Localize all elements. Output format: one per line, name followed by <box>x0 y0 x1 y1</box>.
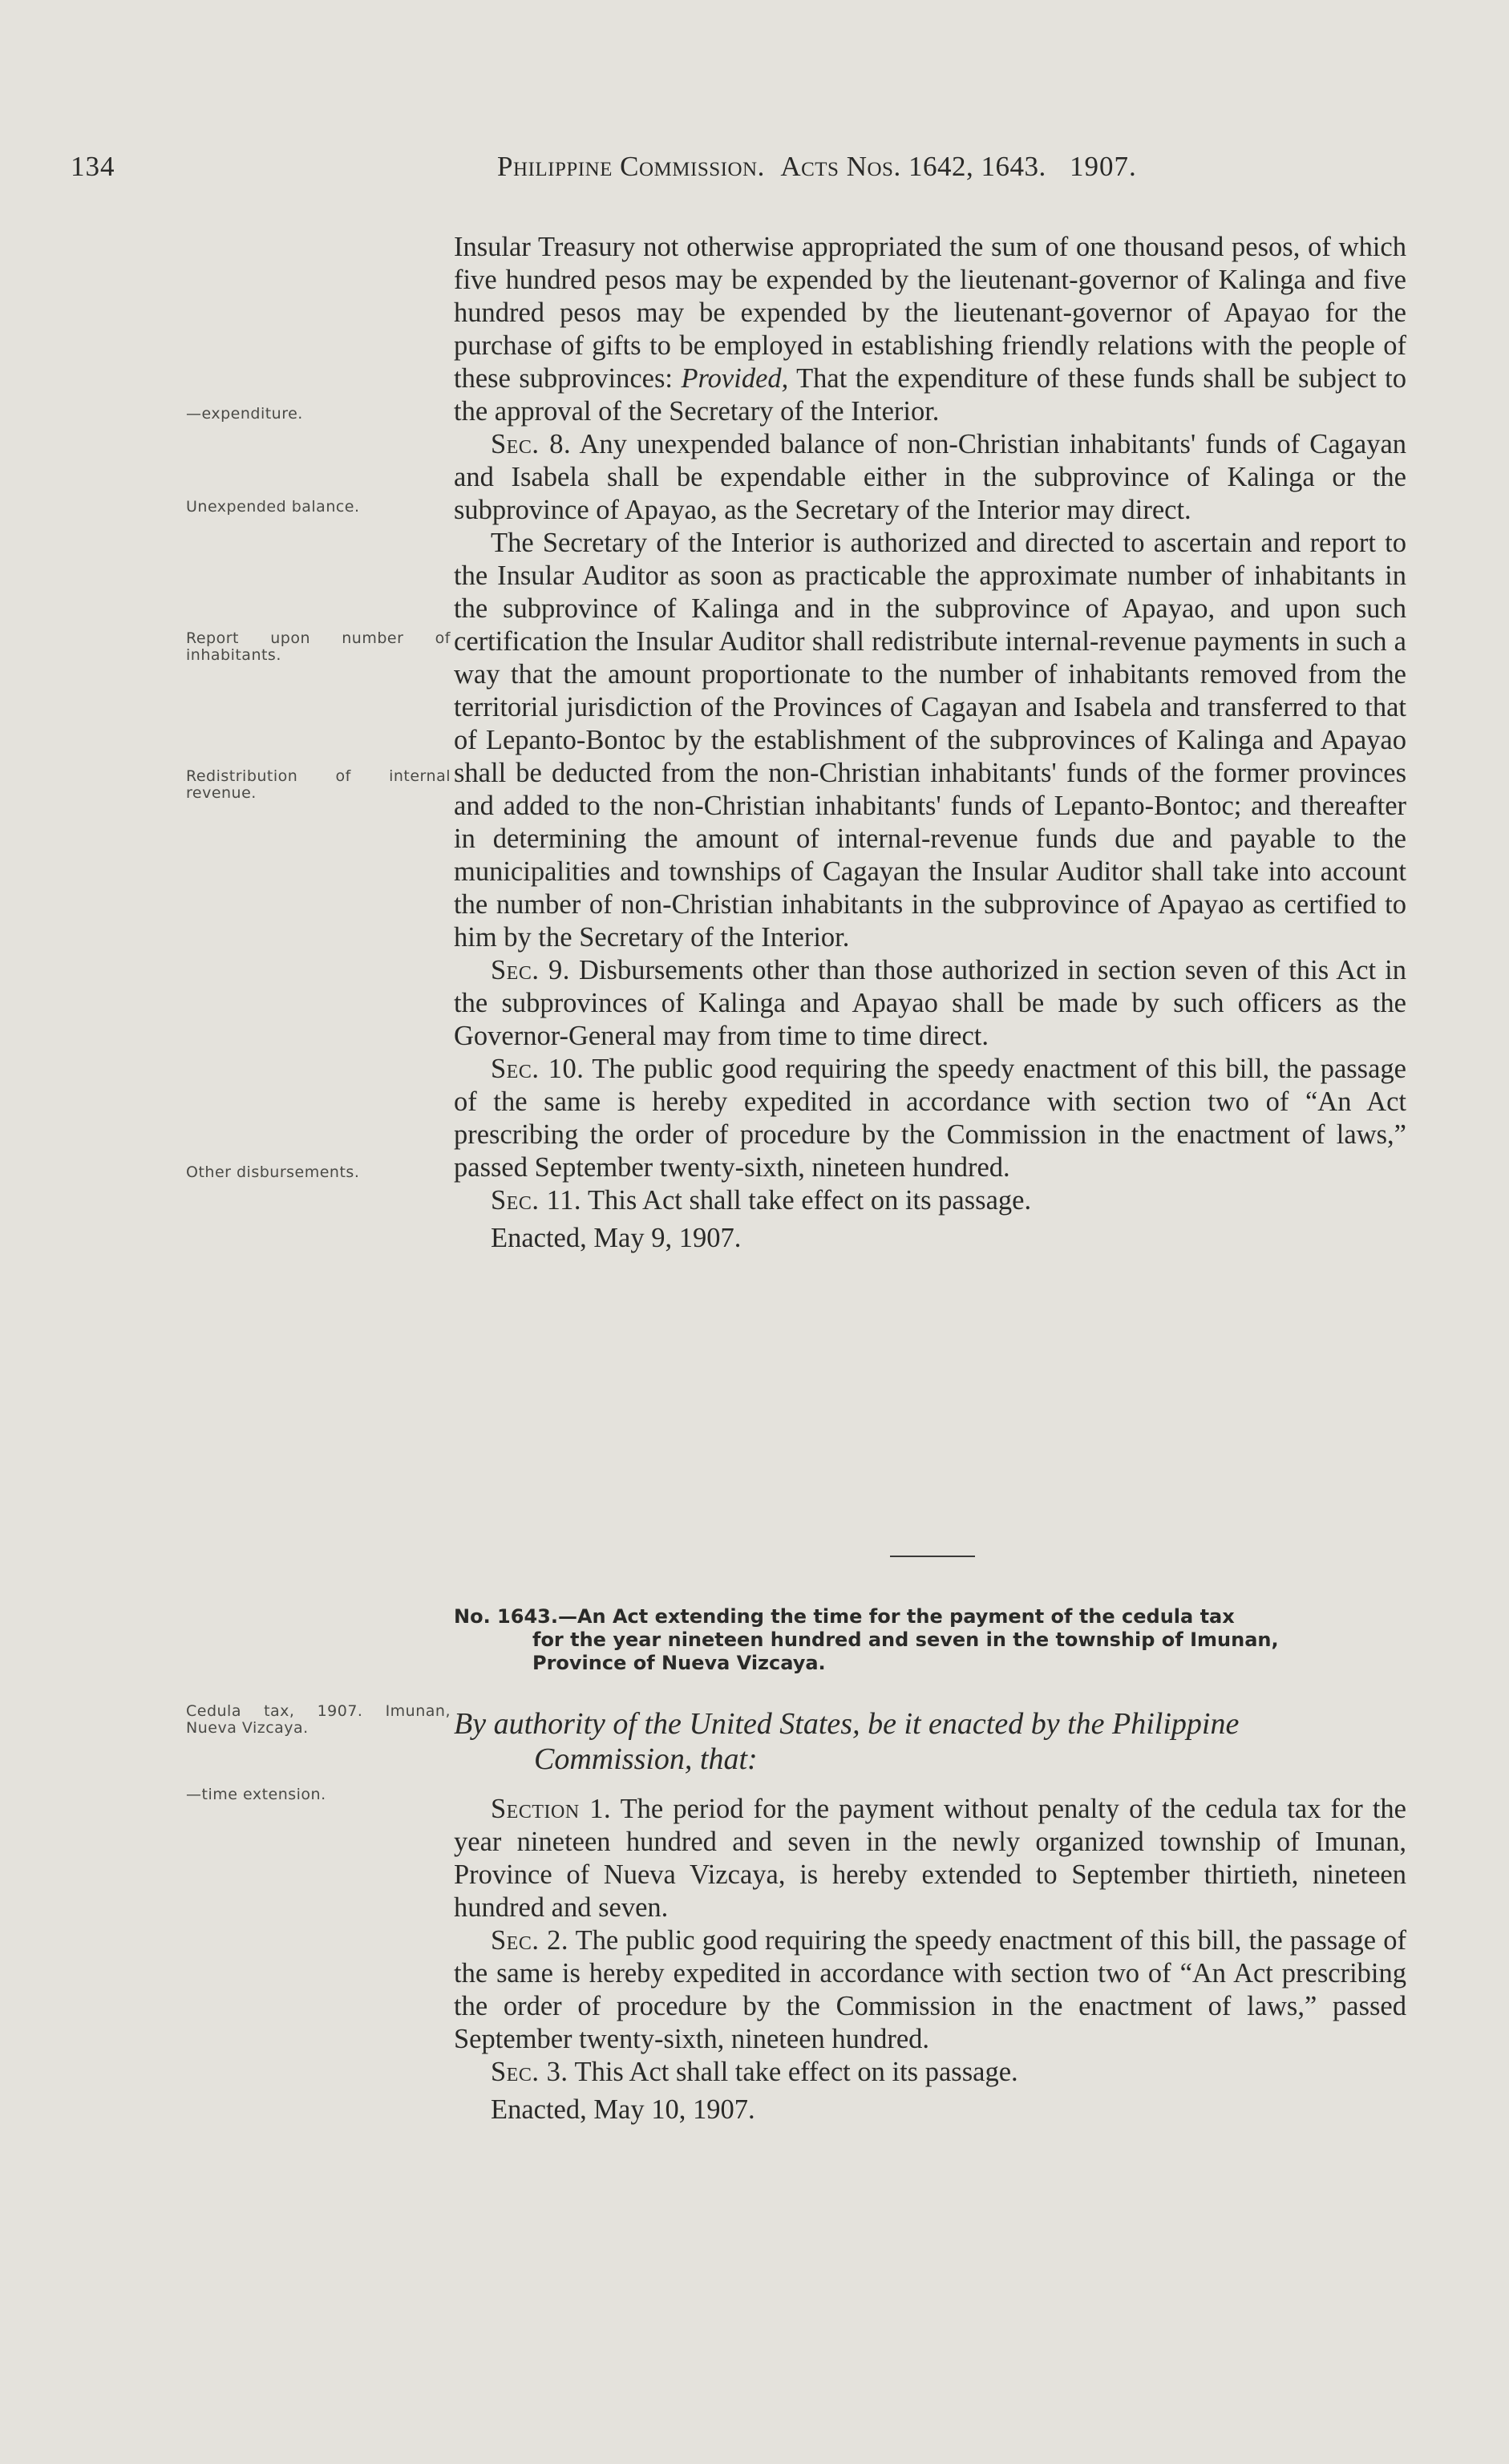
section-9 <box>454 954 1406 1053</box>
section-1-label: Section 1. <box>491 1794 612 1824</box>
report-text: The Secretary of the Interior is authorized and directed to ascertain and report to the Insular Auditor as soon as practicable the approximate number of inhabitants in the subprovince of Kalinga and in the subprovince of Apayao, and upon such certification the Insular Auditor shall redistribute internal-revenue payments in such a way that the amount proportionate to the number of inhabitants removed from the territorial jurisdiction of the Provinces of Cagayan and Isabela and transferred to that of Lepanto-Bontoc by the establishment of the subprovinces of Kalinga and Apayao shall be deducted from the non-Christian inhabitants' funds of the former provinces and added to the non-Christian inhabitants' funds of Lepanto-Bontoc; and thereafter in determining the amount of internal-revenue funds due and payable to the municipalities and townships of Cagayan the Insular Auditor shall take into account the number of non-Christian inhabitants in the subprovince of Apayao as certified to him by the Secretary of the Interior. <box>454 528 1406 953</box>
section-1-text: The period for the payment without penalty of the cedula tax for the year nineteen hundred and seven in the newly organized township of Imunan, Province of Nueva Vizcaya, is hereby extended to September thirtieth, nineteen hundred and seven. <box>454 1794 1406 1923</box>
section-10-label: Sec. 10. <box>491 1054 585 1084</box>
section-2-label: Sec. 2. <box>491 1925 569 1956</box>
gifts-proviso-text: That the expenditure of these funds shall be subject to the approval of the Secretary of the Interior. <box>454 363 1406 427</box>
enacting-clause <box>454 1706 1406 1777</box>
paragraph-gifts <box>454 231 1406 428</box>
act-1643-body <box>454 1793 1406 2126</box>
page-header <box>0 151 1509 199</box>
section-3 <box>454 2056 1406 2089</box>
margin-note-time-extension: —time extension. <box>186 1786 326 1803</box>
section-2-text: The public good requiring the speedy enactment of this bill, the passage of the same is hereby expedited in accordance with section two of “An Act prescribing the order of procedure by the Commission in the enactment of laws,” passed September twenty-sixth, nineteen hundred. <box>454 1925 1406 2054</box>
margin-note-cedula: Cedula tax, 1907. Imunan, Nueva Vizcaya. <box>186 1702 451 1737</box>
margin-note-expenditure: —expenditure. <box>186 405 303 423</box>
page-number: 134 <box>71 151 115 182</box>
section-10 <box>454 1053 1406 1184</box>
margin-note-report: Report upon number of inhabitants. <box>186 629 451 664</box>
margin-note-other: Other disbursements. <box>186 1163 360 1181</box>
enacting-line-2: Commission, that: <box>534 1742 758 1776</box>
enacting-line-1: By authority of the United States, be it enacted by the Philippine <box>454 1707 1240 1741</box>
act-1642-continuation <box>454 231 1406 1255</box>
running-head-year: 1907. <box>1069 151 1137 182</box>
section-2 <box>454 1924 1406 2056</box>
act-title-line-1: No. 1643.—An Act extending the time for the payment of the cedula tax <box>454 1605 1235 1628</box>
running-head-commission: Philippine Commission. <box>497 151 765 182</box>
section-1 <box>454 1793 1406 1924</box>
act-title-line-2: for the year nineteen hundred and seven in the township of Imunan, <box>532 1629 1279 1651</box>
proviso-word: Provided, <box>681 363 789 394</box>
running-head <box>497 151 1137 183</box>
paragraph-report <box>454 527 1406 954</box>
enacted-date-1642: Enacted, May 9, 1907. <box>491 1223 742 1253</box>
enacted-date-1643: Enacted, May 10, 1907. <box>491 2094 755 2125</box>
act-title-line-3: Province of Nueva Vizcaya. <box>532 1652 826 1674</box>
section-8-label: Sec. 8. <box>491 429 572 459</box>
section-8-text: Any unexpended balance of non-Christian inhabitants' funds of Cagayan and Isabela shall be expendable either in the subprovince of Kalinga or the subprovince of Apayao, as the Secretary of the Interior may direct. <box>454 429 1407 525</box>
section-11 <box>454 1184 1406 1217</box>
section-3-text: This Act shall take effect on its passage. <box>574 2057 1018 2087</box>
act-1643-title <box>454 1605 1406 1675</box>
section-divider <box>890 1556 975 1557</box>
section-9-label: Sec. 9. <box>491 955 570 985</box>
running-head-acts: Acts Nos. 1642, 1643. <box>780 151 1046 182</box>
gifts-text: Insular Treasury not otherwise appropriated the sum of one thousand pesos, of which five hundred pesos may be expended by the lieutenant-governor of Kalinga and five hundred pesos may be expended by the lieutenant-governor of Apayao for the purchase of gifts to be employed in establishing friendly relations with the people of these subprovinces: <box>454 232 1406 394</box>
section-8 <box>454 428 1406 527</box>
section-10-text: The public good requiring the speedy enactment of this bill, the passage of the same is hereby expedited in accordance with section two of “An Act prescribing the order of procedure by the Commission in the enactment of laws,” passed September twenty-sixth, nineteen hundred. <box>454 1054 1406 1183</box>
section-3-label: Sec. 3. <box>491 2057 568 2087</box>
margin-note-unexpended: Unexpended balance. <box>186 498 360 516</box>
section-9-text: Disbursements other than those authorized in section seven of this Act in the subprovinces of Kalinga and Apayao shall be made by such officers as the Governor-General may from time to time direct. <box>454 955 1407 1051</box>
margin-note-redistribution: Redistribution of internal revenue. <box>186 767 451 802</box>
section-11-label: Sec. 11. <box>491 1185 581 1216</box>
section-11-text: This Act shall take effect on its passage. <box>587 1185 1032 1216</box>
